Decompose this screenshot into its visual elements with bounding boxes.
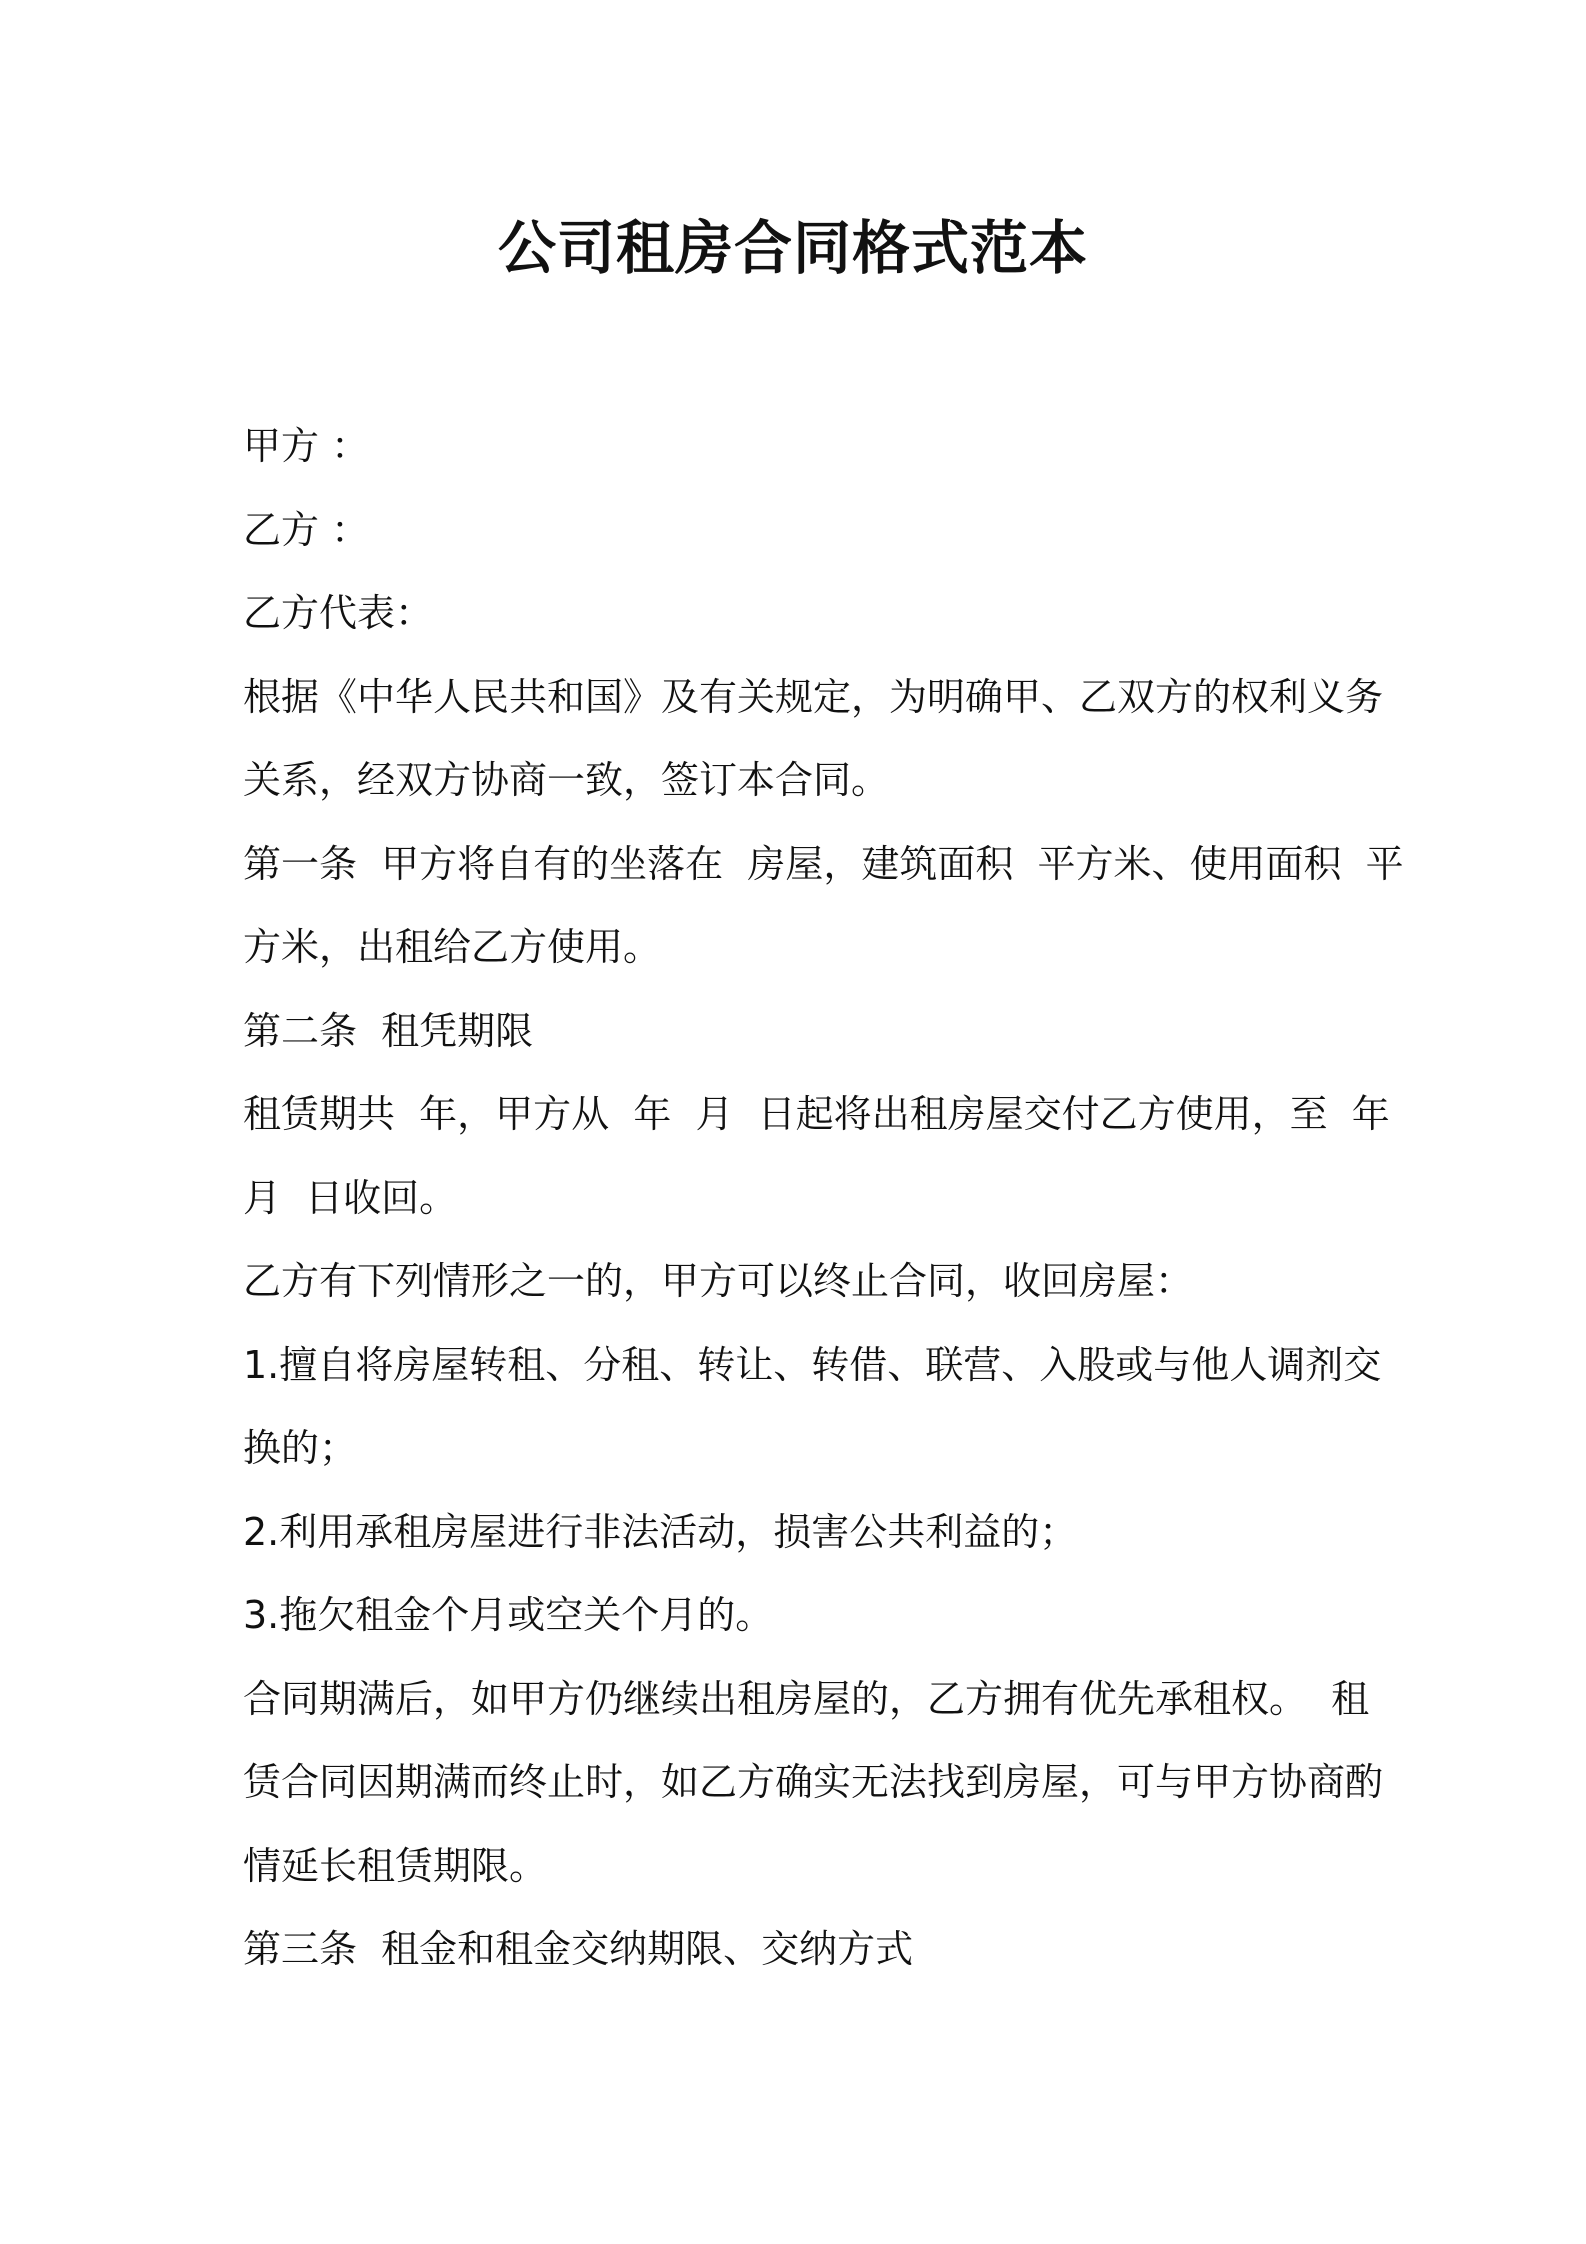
party-a-line: 甲方 ： <box>243 424 370 468</box>
renewal-line-3: 情延长租赁期限。 <box>243 1843 548 1888</box>
termination-item-2: 2.利用承租房屋进行非法活动，损害公共利益的； <box>243 1509 1078 1554</box>
article-2-heading: 第二条 租凭期限 <box>243 1008 534 1053</box>
termination-item-1-line-2: 换的； <box>243 1426 358 1470</box>
article-1-line-1: 第一条 甲方将自有的坐落在 房屋，建筑面积 平方米、使用面积 平 <box>243 841 1404 886</box>
lease-term-line-1: 租赁期共 年，甲方从 年 月 日起将出租房屋交付乙方使用，至 年 <box>243 1092 1390 1136</box>
party-b-representative-line: 乙方代表： <box>243 591 434 635</box>
termination-item-1-line-1: 1.擅自将房屋转租、分租、转让、转借、联营、入股或与他人调剂交 <box>243 1342 1382 1387</box>
document-body <box>243 405 1404 1992</box>
party-b-line: 乙方 ： <box>243 507 370 552</box>
termination-intro-line: 乙方有下列情形之一的，甲方可以终止合同，收回房屋： <box>243 1259 1194 1303</box>
article-1-line-2: 方米，出租给乙方使用。 <box>243 925 662 969</box>
renewal-line-2: 赁合同因期满而终止时，如乙方确实无法找到房屋，可与甲方协商酌 <box>243 1760 1384 1804</box>
lease-term-line-2: 月 日收回。 <box>243 1175 458 1220</box>
renewal-line-1: 合同期满后，如甲方仍继续出租房屋的，乙方拥有优先承租权。 租 <box>243 1676 1370 1721</box>
preamble-line-1: 根据《中华人民共和国》及有关规定，为明确甲、乙双方的权利义务 <box>243 674 1384 719</box>
termination-item-3: 3.拖欠租金个月或空关个月的。 <box>243 1593 774 1637</box>
article-3-heading: 第三条 租金和租金交纳期限、交纳方式 <box>243 1927 914 1971</box>
document-title: 公司租房合同格式范本 <box>497 214 1088 282</box>
preamble-line-2: 关系，经双方协商一致，签订本合同。 <box>243 758 890 802</box>
